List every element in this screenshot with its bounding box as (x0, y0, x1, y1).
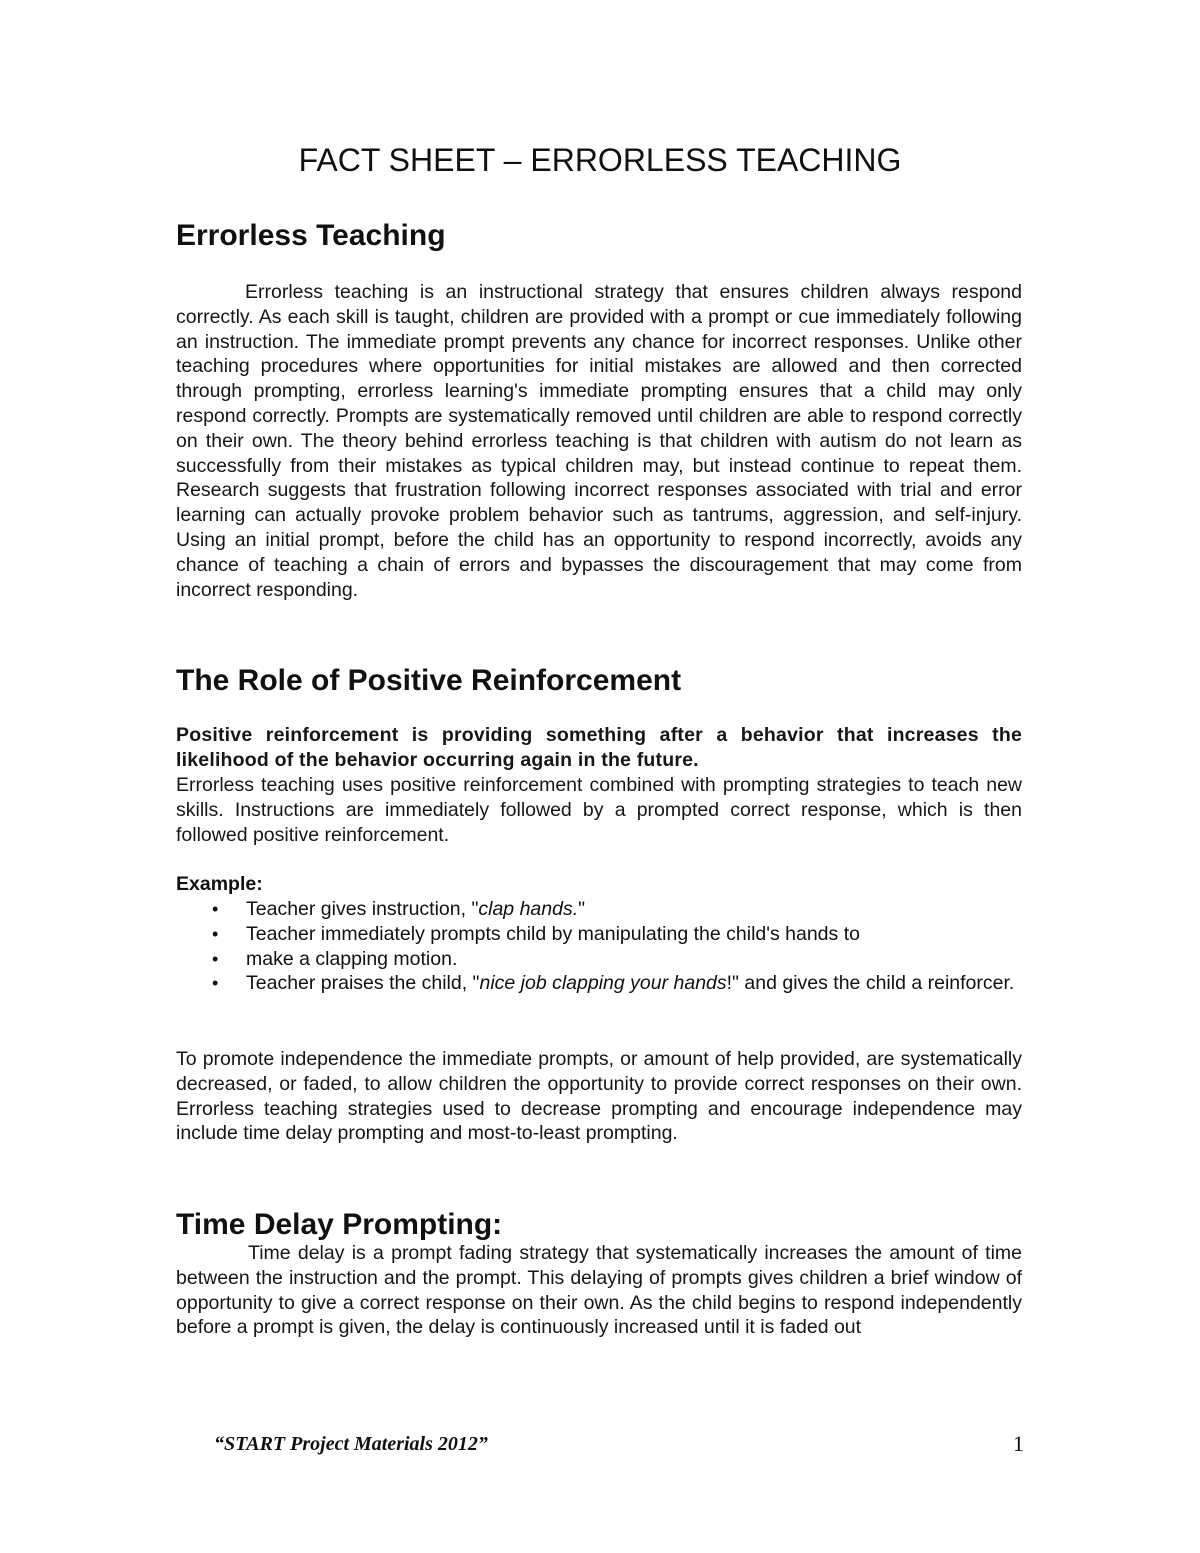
list-item: • Teacher praises the child, "nice job clapping your hands!" and gives the child a reinforcer. (212, 972, 1015, 995)
errorless-teaching-text: Errorless teaching is an instructional strategy that ensures children always respond correctly. As each skill is taught, children are provided with a prompt or cue immediately following an instruction. The immediate prompt prevents any chance for incorrect responses. Unlike other teaching procedures where opportunities for initial mistakes are allowed and then corrected through prompting, errorless learning's immediate prompting ensures that a child may only respond correctly. Prompts are systematically removed until children are able to respond correctly on their own. The theory behind errorless teaching is that children with autism do not learn as successfully from their mistakes as typical children may, but instead continue to repeat them. Research suggests that frustration following incorrect responses associated with trial and error learning can actually provoke problem behavior such as tantrums, aggression, and self-injury. Using an initial prompt, before the child has an opportunity to respond incorrectly, avoids any chance of teaching a chain of errors and bypasses the discouragement that may come from incorrect responding. (176, 281, 1022, 601)
footer-text: “START Project Materials 2012” (214, 1433, 488, 1455)
bullet-icon: • (212, 948, 219, 969)
bullet-icon: • (212, 899, 219, 919)
page-title: FACT SHEET – ERRORLESS TEACHING (298, 142, 902, 178)
list-item: • Teacher immediately prompts child by manipulating the child's hands to (212, 922, 860, 945)
list-item: • Teacher gives instruction, "clap hands." (212, 898, 586, 920)
page-number: 1 (1013, 1431, 1024, 1456)
time-delay-paragraph (176, 1241, 1022, 1340)
section-heading-errorless-teaching: Errorless Teaching (176, 219, 446, 252)
positive-reinforcement-paragraph: Errorless teaching uses positive reinforcement combined with prompting strategies to teach new skills. Instructions are immediately followed by a prompted correct response, which is then followed positive reinforcement. (176, 774, 1022, 846)
errorless-teaching-paragraph (176, 280, 1022, 602)
bullet-icon: • (212, 923, 219, 944)
time-delay-text: Time delay is a prompt fading strategy that systematically increases the amount of time between the instruction and the prompt. This delaying of prompts gives children a brief window of opportunity to give a correct response on their own. As the child begins to respond independently before a prompt is given, the delay is continuously increased until it is faded out (176, 1242, 1022, 1339)
positive-reinforcement-definition: Positive reinforcement is providing something after a behavior that increases the likelihood of the behavior occurring again in the future. (176, 724, 1022, 771)
bullet-icon: • (212, 973, 219, 994)
example-list (176, 897, 1022, 996)
section-heading-time-delay: Time Delay Prompting: (176, 1208, 503, 1241)
example-label: Example: (176, 873, 263, 895)
independence-paragraph: To promote independence the immediate prompts, or amount of help provided, are systematically decreased, or faded, to allow children the opportunity to provide correct responses on their own. Errorless teaching strategies used to decrease prompting and encourage independence may include time delay prompting and most-to-least prompting. (176, 1048, 1022, 1145)
section-heading-positive-reinforcement: The Role of Positive Reinforcement (176, 664, 682, 697)
list-item: • make a clapping motion. (212, 947, 458, 970)
